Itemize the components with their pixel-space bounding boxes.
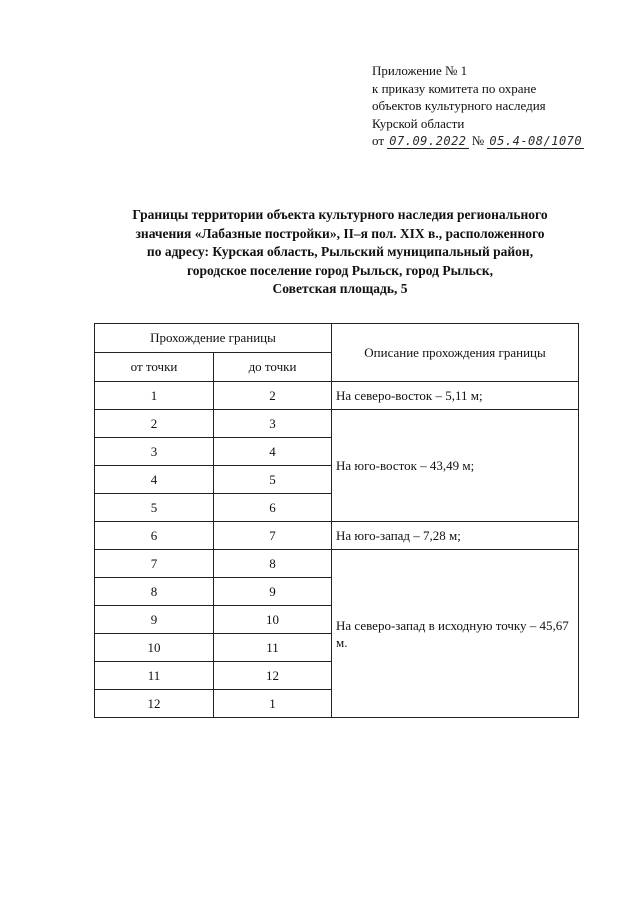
- document-title: [60, 206, 620, 299]
- from-point: 6: [95, 522, 214, 550]
- from-point: 9: [95, 606, 214, 634]
- to-point: 8: [214, 550, 332, 578]
- description-cell: На юго-запад – 7,28 м;: [332, 522, 579, 550]
- to-point: 1: [214, 690, 332, 718]
- to-point: 3: [214, 410, 332, 438]
- table-row: [95, 550, 579, 578]
- title-line-3: по адресу: Курская область, Рыльский муниципальный район,: [146, 244, 534, 259]
- from-point: 2: [95, 410, 214, 438]
- header-description: Описание прохождения границы: [332, 324, 579, 382]
- description-cell: На юго-восток – 43,49 м;: [332, 410, 579, 522]
- from-point: 3: [95, 438, 214, 466]
- to-point: 6: [214, 494, 332, 522]
- from-point: 8: [95, 578, 214, 606]
- appendix-number: Приложение № 1: [372, 63, 468, 78]
- to-point: 10: [214, 606, 332, 634]
- from-point: 11: [95, 662, 214, 690]
- to-point: 7: [214, 522, 332, 550]
- table-row: [95, 410, 579, 438]
- appendix-order-ref: к приказу комитета по охране: [372, 80, 537, 96]
- header-passage: Прохождение границы: [95, 324, 332, 353]
- description-cell: На северо-восток – 5,11 м;: [332, 382, 579, 410]
- table-row: [95, 522, 579, 550]
- appendix-committee: объектов культурного наследия: [372, 98, 546, 113]
- to-point: 11: [214, 634, 332, 662]
- order-number: 05.4-08/1070: [489, 134, 583, 148]
- title-line-4: городское поселение город Рыльск, город Рыльск,: [186, 262, 494, 278]
- boundary-table: [94, 323, 579, 718]
- from-point: 1: [95, 382, 214, 410]
- from-point: 7: [95, 550, 214, 578]
- appendix-date-line: [372, 132, 584, 151]
- title-line-2: значения «Лабазные постройки», II–я пол. XIX в., расположенного: [135, 225, 545, 241]
- to-point: 2: [214, 382, 332, 410]
- description-cell: На северо-запад в исходную точку – 45,67 м.: [332, 550, 579, 718]
- from-point: 4: [95, 466, 214, 494]
- to-point: 4: [214, 438, 332, 466]
- from-point: 5: [95, 494, 214, 522]
- to-point: 9: [214, 578, 332, 606]
- to-point: 5: [214, 466, 332, 494]
- from-point: 12: [95, 690, 214, 718]
- appendix-block: [372, 62, 584, 151]
- from-point: 10: [95, 634, 214, 662]
- to-point: 12: [214, 662, 332, 690]
- appendix-region: Курской области: [372, 115, 465, 131]
- number-label: №: [471, 133, 485, 148]
- header-from: от точки: [95, 353, 214, 382]
- header-to: до точки: [214, 353, 332, 382]
- table-row: [95, 382, 579, 410]
- order-date: 07.09.2022: [389, 134, 467, 148]
- title-line-1: Границы территории объекта культурного наследия регионального: [132, 207, 548, 222]
- from-label: от: [372, 133, 385, 148]
- table-header-row: [95, 324, 579, 353]
- title-line-5: Советская площадь, 5: [272, 281, 408, 296]
